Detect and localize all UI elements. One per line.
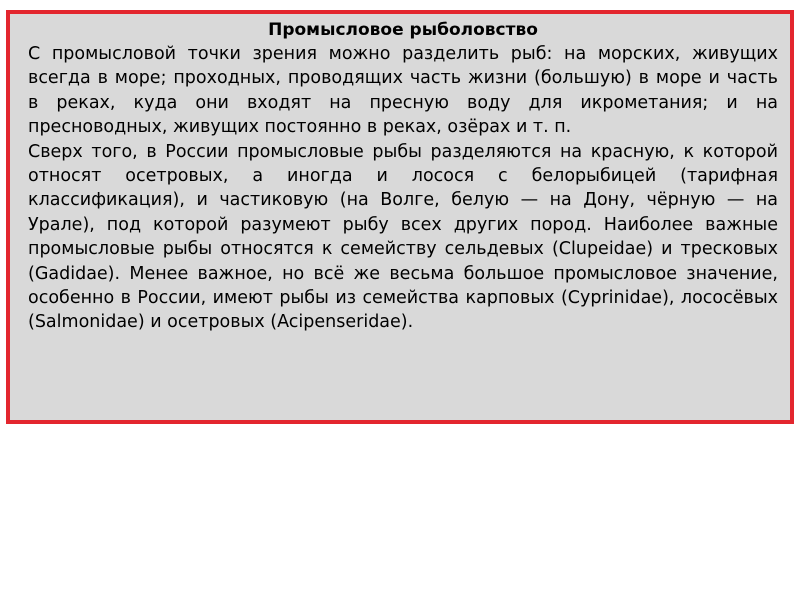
paragraph-russia-fish-types: Сверх того, в России промысловые рыбы разделяются на красную, к которой относят осетровых, а иногда и лосося с белорыбицей (тарифная классификация), и частиковую (на Волге, белую — на Дону, чёрную — на Урале), под которой разумеют рыбу всех других пород. Наиболее важные промысловые рыбы относятся к семейству сельдевых (Clupeidae) и тресковых (Gadidae). Менее важное, но всё же весьма большое промысловое значение, особенно в России, имеют рыбы из семейства карповых (Cyprinidae), лососёвых (Salmonidae) и осетровых (Acipenseridae).: [28, 141, 778, 333]
slide-title: Промысловое рыболовство: [268, 20, 538, 40]
paragraph-fish-classification: С промысловой точки зрения можно разделить рыб: на морских, живущих всегда в море; проходных, проводящих часть жизни (большую) в море и часть в реках, куда они входят на пресную воду для икрометания; и на пресноводных, живущих постоянно в реках, озёрах и т. п.: [28, 44, 778, 138]
content-card: [6, 10, 794, 424]
